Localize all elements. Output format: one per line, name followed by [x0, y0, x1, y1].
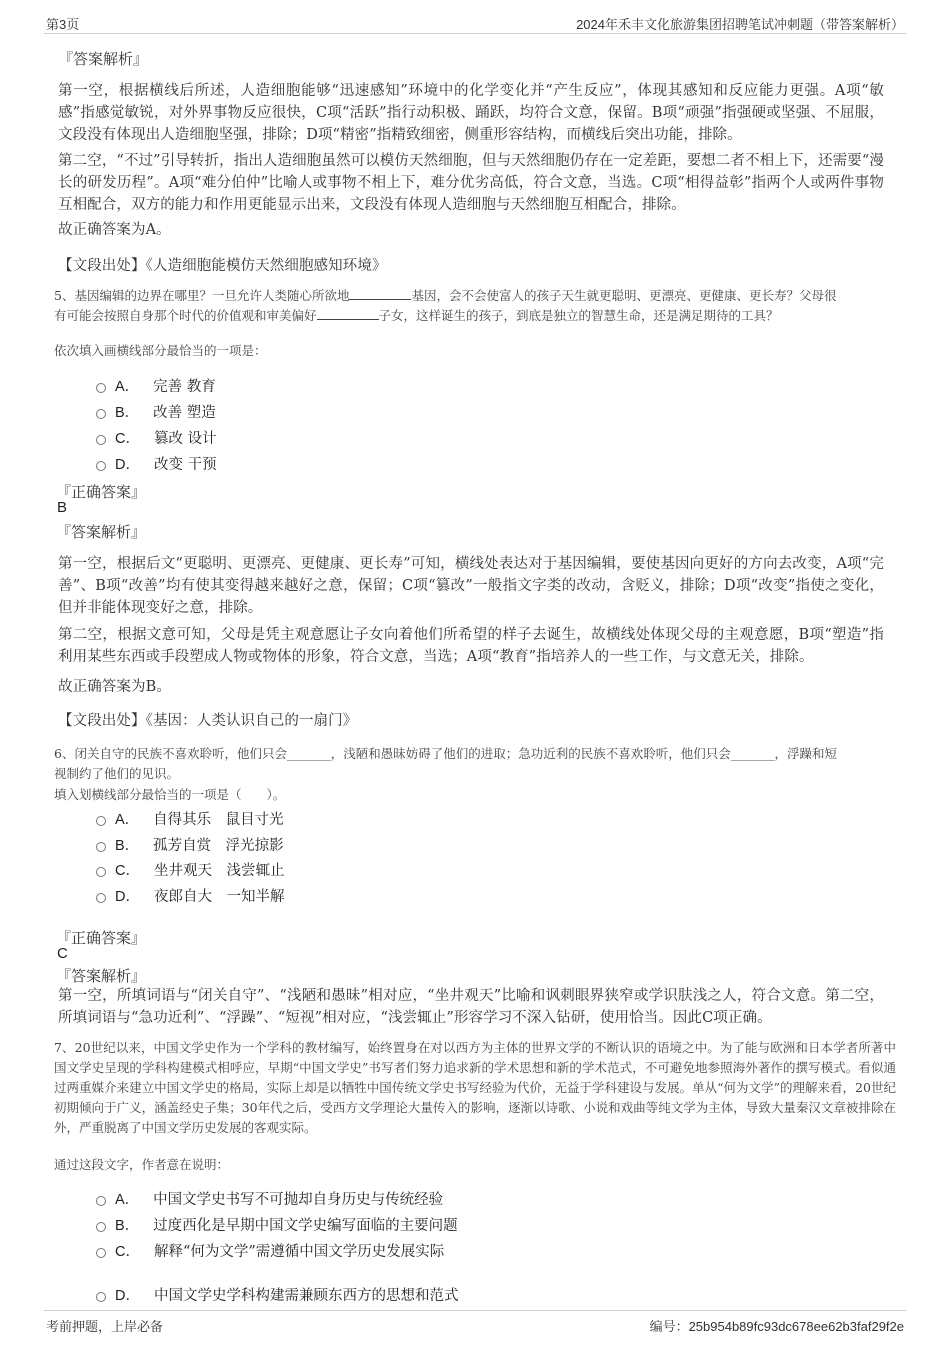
q5-analysis-p2: 第二空，根据文意可知，父母是凭主观意愿让子女向着他们所希望的样子去诞生，故横线处体现父母的主观意愿，B项“塑造”指利用某些东西或手段塑成人物或物体的形象，符合文意，当选；A项“教育”指培养人的一些工作，与文意无关，排除。: [58, 627, 884, 665]
q7-stem: 7、20世纪以来，中国文学史作为一个学科的教材编写，始终置身在对以西方为主体的世界文学的不断认识的语境之中。为了能与欧洲和日本学者所著中国文学史呈现的学科构建模式相呼应，早期“中国文学史”书写者们努力追求新的学术思想和新的学术范式，不可避免地参照海外著作的撰写模式。看似通过两重媒介来建立中国文学史的格局，实际上却是以牺牲中国传统文学史书写经验为代价，无益于学科建设与发展。单从“何为文学”的理解来看，20世纪初期倾向于广义，涵盖经史子集；30年代之后，受西方文学理论大量传入的影响，逐渐以诗歌、小说和戏曲等纯文学为主体，导致大量秦汉文章被排除在外，严重脱离了中国文学历史发展的客观实际。: [54, 1040, 896, 1135]
q5-blank-1: [349, 287, 411, 300]
q5-source: 【文段出处】《基因：人类认识自己的一扇门》: [58, 713, 358, 729]
q5-option-d[interactable]: D． 改变 干预: [96, 453, 217, 474]
q7-option-c[interactable]: C． 解释“何为文学”需遵循中国文学历史发展实际: [96, 1240, 444, 1261]
radio-icon[interactable]: [96, 1222, 106, 1232]
document-title: 2024年禾丰文化旅游集团招聘笔试冲刺题（带答案解析）: [576, 17, 904, 32]
q5-prompt: 依次填入画横线部分最恰当的一项是：: [54, 343, 267, 358]
page-number: 第3页: [46, 17, 80, 32]
radio-icon[interactable]: [96, 435, 106, 445]
header-divider: [44, 33, 906, 34]
q6-analysis-p1: 第一空，所填词语与“闭关自守”、“浅陋和愚昧”相对应，“坐井观天”比喻和讽刺眼界狭窄或学识肤浅之人，符合文意。第二空，所填词语与“急功近利”、“浮躁”、“短视”相对应，“浅尝辄止”形容学习不深入钻研，使用恰当。因此C项正确。: [58, 988, 884, 1026]
q6-answer: C: [57, 945, 68, 962]
q5-correct-label: 『正确答案』: [56, 483, 147, 501]
footer-divider: [44, 1310, 906, 1311]
q6-option-a[interactable]: A． 自得其乐 鼠目寸光: [96, 808, 284, 829]
q5-conclusion: 故正确答案为B。: [58, 679, 171, 695]
q5-answer: B: [57, 499, 68, 516]
radio-icon[interactable]: [96, 383, 106, 393]
q6-blank-1: _______: [286, 746, 331, 761]
q4-conclusion: 故正确答案为A。: [58, 222, 171, 238]
q7-option-b[interactable]: B． 过度西化是早期中国文学史编写面临的主要问题: [96, 1214, 458, 1235]
q6-option-d[interactable]: D． 夜郎自大 一知半解: [96, 885, 284, 906]
q7-option-d[interactable]: D． 中国文学史学科构建需兼顾东西方的思想和范式: [96, 1284, 458, 1305]
radio-icon[interactable]: [96, 842, 106, 852]
q6-option-c[interactable]: C． 坐井观天 浅尝辄止: [96, 859, 284, 880]
q4-source: 【文段出处】《人造细胞能模仿天然细胞感知环境》: [58, 258, 387, 274]
q5-option-a[interactable]: A． 完善 教育: [96, 375, 216, 396]
q6-option-b[interactable]: B． 孤芳自赏 浮光掠影: [96, 834, 284, 855]
radio-icon[interactable]: [96, 461, 106, 471]
q6-blank-2: _______: [730, 746, 775, 761]
q5-analysis-p1: 第一空，根据后文“更聪明、更漂亮、更健康、更长寿”可知，横线处表达对于基因编辑，要使基因向更好的方向去改变，A项“完善”、B项“改善”均有使其变得越来越好之意，保留；C项“篡改”一般指文字类的改动，含贬义，排除；D项“改变”指使之变化，但并非能体现变好之意，排除。: [58, 556, 884, 616]
q6-correct-label: 『正确答案』: [56, 929, 147, 947]
footer-slogan: 考前押题，上岸必备: [46, 1319, 164, 1334]
q6-analysis-label: 『答案解析』: [56, 967, 147, 985]
radio-icon[interactable]: [96, 1248, 106, 1258]
q4-analysis-p1: 第一空，根据横线后所述，人造细胞能够“迅速感知”环境中的化学变化并“产生反应”，体现其感知和反应能力更强。A项“敏感”指感觉敏锐，对外界事物反应很快，C项“活跃”指行动积极、踊跃，均符合文意，保留。B项“顽强”指强硬或坚强、不屈服，文段没有体现出人造细胞坚强，排除；D项“精密”指精致细密，侧重形容结构，而横线后突出功能，排除。: [58, 83, 884, 143]
q6-prompt: 填入划横线部分最恰当的一项是（ ）。: [54, 787, 286, 802]
q4-analysis-p2: 第二空，“不过”引导转折，指出人造细胞虽然可以模仿天然细胞，但与天然细胞仍存在一定差距，要想二者不相上下，还需要“漫长的研发历程”。A项“难分伯仲”比喻人或事物不相上下，难分优劣高低，符合文意，当选。C项“相得益彰”指两个人或两件事物互相配合，双方的能力和作用更能显示出来，文段没有体现人造细胞与天然细胞互相配合，排除。: [58, 153, 884, 213]
q7-prompt: 通过这段文字，作者意在说明：: [54, 1157, 230, 1172]
radio-icon[interactable]: [96, 893, 106, 903]
q5-option-b[interactable]: B． 改善 塑造: [96, 401, 216, 422]
radio-icon[interactable]: [96, 1196, 106, 1206]
radio-icon[interactable]: [96, 816, 106, 826]
radio-icon[interactable]: [96, 1292, 106, 1302]
document-code: 编号：25b954b89fc93dc678ee62b3faf29f2e: [649, 1319, 904, 1334]
q5-option-c[interactable]: C． 篡改 设计: [96, 427, 217, 448]
q5-stem: 5、基因编辑的边界在哪里？一旦允许人类随心所欲地 基因，会不会使富人的孩子天生就更聪明、更漂亮、更健康、更长寿？父母很 有可能会按照自身那个时代的价值观和审美偏好 子女，这样诞生的孩子，到底是独立的智慧生命，还是满足期待的工具？: [54, 288, 837, 323]
q7-option-a[interactable]: A． 中国文学史书写不可抛却自身历史与传统经验: [96, 1188, 443, 1209]
radio-icon[interactable]: [96, 867, 106, 877]
q6-stem: 6、闭关自守的民族不喜欢聆听，他们只会_______，浅陋和愚昧妨碍了他们的进取；急功近利的民族不喜欢聆听，他们只会_______，浮躁和短 视制约了他们的见识。: [54, 746, 837, 781]
radio-icon[interactable]: [96, 409, 106, 419]
q5-blank-2: [317, 307, 379, 320]
q5-analysis-label: 『答案解析』: [56, 523, 147, 541]
q4-analysis-label: 『答案解析』: [58, 50, 149, 68]
